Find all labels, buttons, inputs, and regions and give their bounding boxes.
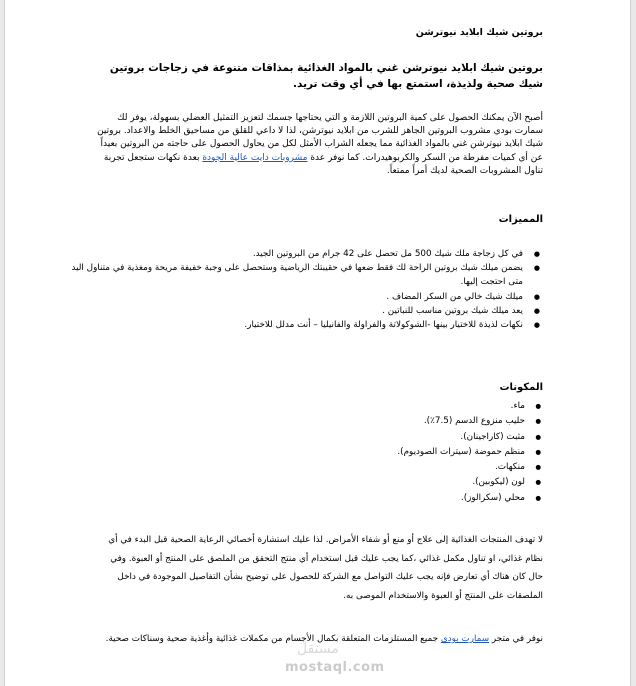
list-item: ● حليب منزوع الدسم (7.5٪). [397, 414, 525, 429]
smart-body-link[interactable]: سمارت بودي [440, 634, 490, 644]
features-heading: المميزات [498, 214, 543, 225]
watermark-arabic: مستقل [297, 641, 339, 657]
features-list [63, 247, 543, 332]
list-item: ● لون (ليكوبين). [397, 475, 525, 490]
list-item: ● يضمن ميلك شيك بروتين الراحة لك فقط ضعها في حقيبتك الرياضية وستحصل على وجبة خفيفة مريحة ومغذية في متناول اليد متى احتجت إليها. [63, 261, 523, 289]
document-page [4, 0, 631, 686]
list-item: ● ميلك شيك خالي من السكر المضاف . [63, 290, 523, 304]
list-item: ● منكهات. [397, 460, 525, 475]
description-text-after: بعدة نكهات ستجعل تجربة تناول المشروبات الصحية لديك أمراً ممتعاً. [103, 152, 543, 176]
intro-paragraph: بروتين شيك ابلايد نيوترشن غني بالمواد الغذائية بمذاقات متنوعة في زجاجات بروتين شيك صحية ولذيذة، استمتع بها في أي وقت تريد. [109, 62, 543, 90]
ingredients-list [397, 399, 543, 506]
disclaimer-paragraph: لا تهدف المنتجات الغذائية إلى علاج أو منع أو شفاء الأمراض. لذا عليك استشارة أخصائي الرعاية الصحية قبل البدء في أي نظام غذائي، او تناول مكمل غذائي ،كما يجب عليك قبل استخدام أي منتج التحقق من الملصق على المنتج أو العبوة. وفي حال كان هناك أي تعارض فإنه يجب عليك التواصل مع الشركة للحصول على توضيح بشأن التفاصيل الموجودة في داخل الملصقات على المنتج أو العبوة والاستخدام الموصى به. [108, 535, 543, 601]
list-item: ● مثبت (كاراجينان). [397, 430, 525, 445]
footer-text-before: نوفر في متجر [491, 634, 543, 644]
page-title: بروتين شيك ابلايد نيوترشن [415, 27, 543, 38]
ingredients-heading: المكونات [499, 382, 543, 393]
list-item: ● محلي (سكرالوز). [397, 491, 525, 506]
description-text-before: أصبح الآن يمكنك الحصول على كمية البروتين اللازمة و التي يحتاجها جسمك لتعزيز التمثيل العضلي بسهولة، يوفر لك سمارت بودي مشروب البروتين الجاهز للشرب من ابلايد نيوترشن، لذا لا داعي للقلق من مساحيق الخلط والاعداد. بروتين شيك ابلايد نيوترشن غني بالمواد الغذائية مما يجعله الشراب الأمثل لكل من يحاول الحصول على حاجته من البروتين بعيداً عن أي كميات مفرطة من السكر والكربوهيدرات. كما نوفر عدة [97, 113, 543, 163]
description-paragraph [93, 112, 543, 178]
list-item: ● نكهات لذيذة للاختيار بينها -الشوكولاتة والفراولة والفانيليا – أنت مدلل للاختيار. [63, 318, 523, 332]
list-item: ● ماء. [397, 399, 525, 414]
footer-text-after: جميع المستلزمات المتعلقة بكمال الأجسام من مكملات غذائية وأغذية صحية وسناكات صحية. [105, 634, 439, 644]
list-item: ● منظم حموضة (سيترات الصوديوم). [397, 445, 525, 460]
watermark-logo: mostaql.com [285, 660, 385, 675]
diet-drinks-link[interactable]: مشروبات دايت عالية الجودة [202, 152, 308, 163]
list-item: ● يعد ميلك شيك بروتين مناسب للنباتين . [63, 304, 523, 318]
list-item: ● في كل زجاجة ملك شيك 500 مل تحصل على 42 جرام من البروتين الجيد. [63, 247, 523, 261]
